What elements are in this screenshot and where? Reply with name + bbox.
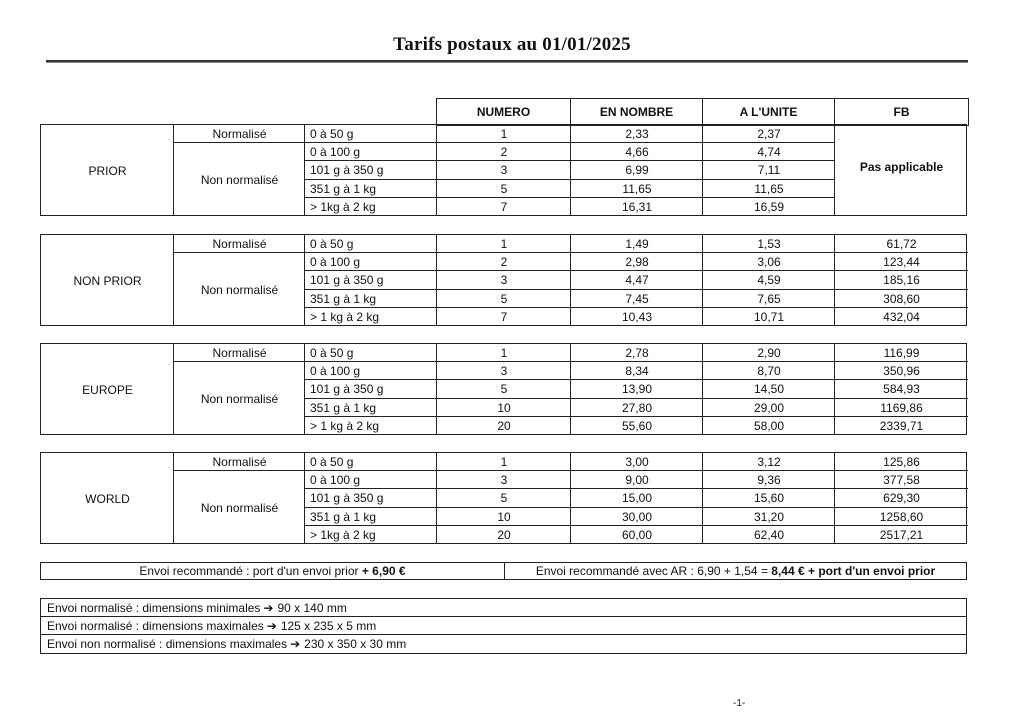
numero-value: 7 [500, 199, 508, 214]
dimension-row [41, 599, 966, 617]
en-nombre-price: 13,90 [621, 382, 653, 397]
a-l-unite-price: 1,53 [757, 237, 781, 252]
numero-value: 10 [497, 509, 511, 524]
en-nombre-price: 7,45 [625, 291, 649, 306]
en-nombre-price: 2,98 [625, 255, 649, 270]
en-nombre-price: 9,00 [625, 473, 649, 488]
numero-value: 2 [500, 255, 508, 270]
a-l-unite-price: 10,71 [753, 309, 785, 324]
a-l-unite-price: 29,00 [753, 400, 785, 415]
column-header-numero: NUMERO [437, 99, 571, 125]
fb-price: 2517,21 [879, 527, 924, 542]
a-l-unite-price: 15,60 [753, 491, 785, 506]
fb-price: 1258,60 [879, 509, 924, 524]
column-header-fb: FB [893, 105, 910, 119]
dimension-label: Envoi normalisé : dimensions minimales [47, 600, 261, 615]
group-name: WORLD [85, 491, 130, 506]
arrow-right-icon: ➔ [290, 637, 301, 651]
weight-range: > 1 kg à 2 kg [310, 309, 380, 324]
a-l-unite-price: 7,11 [757, 163, 781, 178]
tariff-group-world [40, 452, 967, 544]
en-nombre-price: 4,47 [625, 273, 649, 288]
group-name: EUROPE [82, 382, 133, 397]
a-l-unite-price: 31,20 [753, 509, 785, 524]
a-l-unite-price: 4,74 [757, 145, 781, 160]
tariff-group-europe [40, 343, 967, 435]
weight-range: > 1 kg à 2 kg [310, 418, 380, 433]
dimension-value: 125 x 235 x 5 mm [280, 618, 377, 633]
numero-value: 5 [500, 491, 508, 506]
a-l-unite-price: 4,59 [757, 273, 781, 288]
dimension-label: Envoi normalisé : dimensions maximales [47, 618, 264, 633]
en-nombre-price: 2,33 [625, 127, 649, 142]
category-non-normalise: Non normalisé [200, 391, 279, 406]
weight-range: 351 g à 1 kg [310, 509, 377, 524]
numero-value: 20 [497, 418, 511, 433]
weight-range: 0 à 50 g [310, 237, 354, 252]
en-nombre-price: 8,34 [625, 364, 649, 379]
numero-value: 10 [497, 400, 511, 415]
a-l-unite-price: 62,40 [753, 527, 785, 542]
tariff-group-non-prior [40, 234, 967, 326]
fb-price: 350,96 [883, 364, 920, 379]
fb-price: 308,60 [883, 291, 920, 306]
a-l-unite-price: 3,06 [757, 255, 781, 270]
dimension-value: 90 x 140 mm [277, 600, 347, 615]
en-nombre-price: 16,31 [621, 199, 653, 214]
numero-value: 3 [500, 273, 508, 288]
a-l-unite-price: 16,59 [753, 199, 785, 214]
numero-value: 3 [500, 163, 508, 178]
group-name: NON PRIOR [73, 273, 142, 288]
weight-range: 351 g à 1 kg [310, 400, 377, 415]
dimension-label: Envoi non normalisé : dimensions maximales [47, 637, 288, 651]
column-header-a-l-unite: A L'UNITE [703, 99, 835, 125]
fb-price: 629,30 [883, 491, 920, 506]
recommande-prior-text: Envoi recommandé : port d'un envoi prior [139, 564, 359, 578]
en-nombre-price: 60,00 [621, 527, 653, 542]
category-non-normalise: Non normalisé [200, 282, 279, 297]
a-l-unite-price: 11,65 [754, 181, 784, 196]
a-l-unite-price: 58,00 [753, 418, 785, 433]
weight-range: 0 à 100 g [310, 473, 361, 488]
a-l-unite-price: 7,65 [757, 291, 781, 306]
fb-price: 61,72 [886, 237, 917, 252]
weight-range: 101 g à 350 g [310, 273, 384, 288]
fb-price: 125,86 [883, 455, 920, 470]
recommande-ar-price: 8,44 € + port d'un envoi prior [771, 564, 936, 578]
dimension-row [41, 617, 966, 635]
en-nombre-price: 4,66 [625, 145, 649, 160]
group-name: PRIOR [88, 163, 127, 178]
arrow-right-icon: ➔ [266, 618, 277, 633]
en-nombre-price: 55,60 [621, 418, 653, 433]
weight-range: 0 à 50 g [310, 346, 354, 361]
a-l-unite-price: 8,70 [757, 364, 781, 379]
en-nombre-price: 11,65 [622, 181, 652, 196]
weight-range: 351 g à 1 kg [310, 181, 377, 196]
numero-value: 2 [500, 145, 508, 160]
weight-range: 0 à 100 g [310, 255, 361, 270]
weight-range: 0 à 100 g [310, 145, 361, 160]
numero-value: 20 [497, 527, 511, 542]
weight-range: > 1kg à 2 kg [310, 527, 376, 542]
numero-value: 5 [500, 291, 508, 306]
en-nombre-price: 2,78 [625, 346, 649, 361]
en-nombre-price: 6,99 [625, 163, 649, 178]
page-title: Tarifs postaux au 01/01/2025 [393, 34, 631, 55]
en-nombre-price: 1,49 [625, 237, 649, 252]
numero-value: 1 [500, 455, 508, 470]
category-normalise: Normalisé [212, 346, 267, 361]
en-nombre-price: 3,00 [625, 455, 649, 470]
arrow-right-icon: ➔ [263, 600, 274, 615]
recommande-ar-text: Envoi recommandé avec AR : 6,90 + 1,54 = [535, 564, 768, 578]
fb-price: 377,58 [883, 473, 920, 488]
numero-value: 1 [500, 237, 508, 252]
a-l-unite-price: 2,90 [757, 346, 781, 361]
page-number: -1- [733, 698, 746, 709]
weight-range: 0 à 100 g [310, 364, 361, 379]
weight-range: 0 à 50 g [310, 127, 354, 142]
category-non-normalise: Non normalisé [200, 500, 279, 515]
column-header-en-nombre: EN NOMBRE [571, 99, 703, 125]
weight-range: 101 g à 350 g [310, 163, 384, 178]
title-divider [46, 60, 968, 63]
recommande-prior-price: + 6,90 € [361, 564, 406, 578]
numero-value: 5 [500, 181, 508, 196]
fb-price: 432,04 [883, 309, 920, 324]
en-nombre-price: 27,80 [621, 400, 653, 415]
en-nombre-price: 10,43 [621, 309, 653, 324]
recommande-ar [505, 563, 966, 579]
fb-price: 584,93 [883, 382, 920, 397]
category-non-normalise: Non normalisé [200, 172, 279, 187]
recommande-box [40, 562, 967, 580]
weight-range: 101 g à 350 g [310, 382, 384, 397]
a-l-unite-price: 9,36 [757, 473, 781, 488]
fb-price: 123,44 [883, 255, 920, 270]
weight-range: 351 g à 1 kg [310, 291, 377, 306]
recommande-prior [41, 563, 505, 579]
category-normalise: Normalisé [212, 455, 267, 470]
weight-range: 0 à 50 g [310, 455, 354, 470]
a-l-unite-price: 2,37 [757, 127, 781, 142]
a-l-unite-price: 3,12 [757, 455, 781, 470]
a-l-unite-price: 14,50 [753, 382, 785, 397]
numero-value: 7 [500, 309, 508, 324]
weight-range: > 1kg à 2 kg [310, 199, 376, 214]
tariff-group-prior [40, 124, 967, 216]
numero-value: 3 [500, 473, 508, 488]
fb-price: 1169,86 [880, 400, 923, 415]
fb-not-applicable: Pas applicable [859, 159, 944, 174]
fb-price: 185,16 [883, 273, 920, 288]
weight-range: 101 g à 350 g [310, 491, 384, 506]
numero-value: 5 [500, 382, 508, 397]
column-header-row [436, 98, 969, 126]
dimension-row [41, 635, 966, 653]
numero-value: 3 [500, 364, 508, 379]
numero-value: 1 [500, 127, 508, 142]
numero-value: 1 [500, 346, 508, 361]
dimensions-box [40, 598, 967, 654]
category-normalise: Normalisé [212, 237, 267, 252]
fb-price: 116,99 [883, 346, 920, 361]
en-nombre-price: 30,00 [621, 509, 653, 524]
en-nombre-price: 15,00 [621, 491, 653, 506]
dimension-value: 230 x 350 x 30 mm [304, 637, 407, 651]
category-normalise: Normalisé [212, 127, 267, 142]
fb-price: 2339,71 [879, 418, 924, 433]
